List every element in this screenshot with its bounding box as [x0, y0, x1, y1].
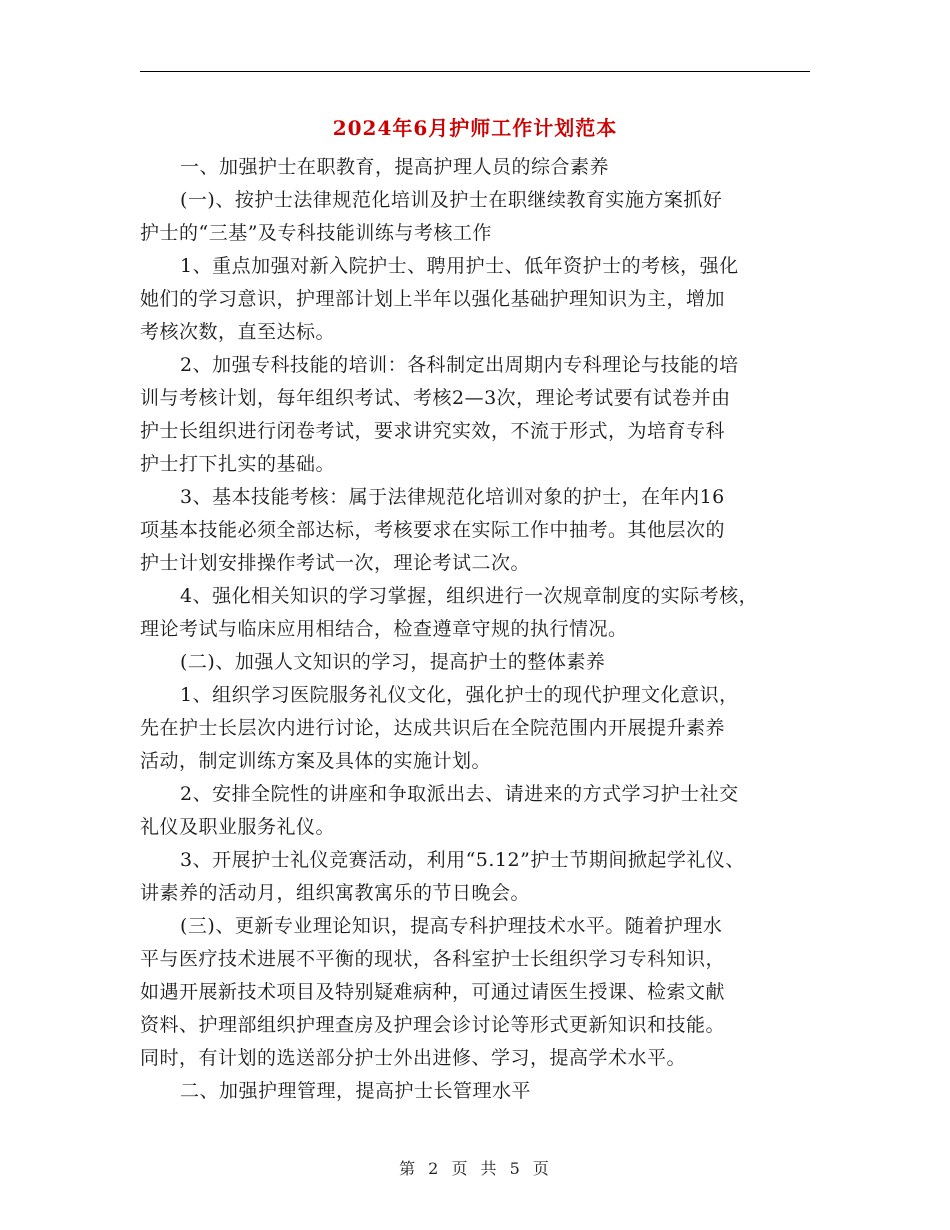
paragraph-line: 理论考试与临床应用相结合，检查遵章守规的执行情况。 — [140, 618, 628, 640]
paragraph-line: 护士的“三基”及专科技能训练与考核工作 — [140, 222, 492, 244]
paragraph-line: 如遇开展新技术项目及特别疑难病种，可通过请医生授课、检索文献 — [140, 981, 726, 1003]
paragraph-line: 2、加强专科技能的培训：各科制定出周期内专科理论与技能的培 — [180, 354, 739, 376]
document-title: 2024年6月护师工作计划范本 — [332, 116, 618, 140]
paragraph-line: 平与医疗技术进展不平衡的现状，各科室护士长组织学习专科知识， — [140, 948, 726, 970]
paragraph-line: 训与考核计划，每年组织考试、考核2—3次，理论考试要有试卷并由 — [140, 387, 731, 409]
paragraph-line: 同时，有计划的选送部分护士外出进修、学习，提高学术水平。 — [140, 1047, 687, 1069]
paragraph-line: 1、重点加强对新入院护士、聘用护士、低年资护士的考核，强化 — [180, 255, 739, 277]
paragraph-line: 护士计划安排操作考试一次，理论考试二次。 — [140, 552, 531, 574]
paragraph-line: 1、组织学习医院服务礼仪文化，强化护士的现代护理文化意识， — [180, 684, 739, 706]
paragraph-line: 一、加强护士在职教育，提高护理人员的综合素养 — [180, 156, 610, 178]
paragraph-line: 讲素养的活动月，组织寓教寓乐的节日晚会。 — [140, 882, 531, 904]
paragraph-line: 二、加强护理管理，提高护士长管理水平 — [180, 1080, 532, 1102]
paragraph-line: 2、安排全院性的讲座和争取派出去、请进来的方式学习护士社交 — [180, 783, 739, 805]
paragraph-line: 3、基本技能考核：属于法律规范化培训对象的护士，在年内16 — [180, 486, 725, 508]
paragraph-line: 活动，制定训练方案及具体的实施计划。 — [140, 750, 492, 772]
paragraph-line: 4、强化相关知识的学习掌握，组织进行一次规章制度的实际考核， — [180, 585, 759, 607]
paragraph-line: (二)、加强人文知识的学习，提高护士的整体素养 — [180, 651, 606, 673]
paragraph-line: 考核次数，直至达标。 — [140, 321, 336, 343]
paragraph-line: 她们的学习意识，护理部计划上半年以强化基础护理知识为主，增加 — [140, 288, 726, 310]
header-rule — [140, 71, 810, 72]
paragraph-line: 护士打下扎实的基础。 — [140, 453, 336, 475]
paragraph-line: 礼仪及职业服务礼仪。 — [140, 816, 336, 838]
paragraph-line: 项基本技能必须全部达标，考核要求在实际工作中抽考。其他层次的 — [140, 519, 726, 541]
page-footer: 第 2 页 共 5 页 — [399, 1159, 551, 1178]
paragraph-line: 3、开展护士礼仪竞赛活动，利用“5.12”护士节期间掀起学礼仪、 — [180, 849, 745, 871]
paragraph-line: (三)、更新专业理论知识，提高专科护理技术水平。随着护理水 — [180, 915, 723, 937]
paragraph-line: 护士长组织进行闭卷考试，要求讲究实效，不流于形式，为培育专科 — [140, 420, 726, 442]
document-body — [140, 151, 812, 1108]
paragraph-line: 先在护士长层次内进行讨论，达成共识后在全院范围内开展提升素养 — [140, 717, 726, 739]
paragraph-line: (一)、按护士法律规范化培训及护士在职继续教育实施方案抓好 — [180, 189, 723, 211]
paragraph-line: 资料、护理部组织护理查房及护理会诊讨论等形式更新知识和技能。 — [140, 1014, 726, 1036]
